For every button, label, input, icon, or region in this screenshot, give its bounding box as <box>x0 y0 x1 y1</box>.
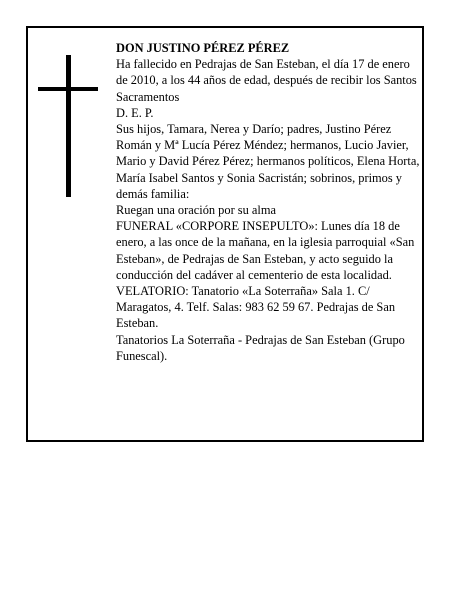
latin-cross-icon <box>38 55 98 197</box>
funeral-details: FUNERAL «CORPORE INSEPULTO»: Lunes día 18 de enero, a las once de la mañana, en la iglesia parroquial «San Esteban», de Pedrajas de San Esteban, y acto seguido la conducción del cadáver al cementerio de esta localidad. <box>116 219 415 282</box>
funeral-home-info: Tanatorios La Soterraña - Pedrajas de San Esteban (Grupo Funescal). <box>116 332 405 363</box>
cross-vertical-bar <box>66 55 71 197</box>
death-announcement: Ha fallecido en Pedrajas de San Esteban, el día 17 de enero de 2010, a los 44 años de edad, después de recibir los Santos Sacramentos <box>116 57 417 104</box>
rip-text: D. E. P. <box>116 105 154 120</box>
notice-content <box>116 40 422 364</box>
family-list: Sus hijos, Tamara, Nerea y Darío; padres, Justino Pérez Román y Mª Lucía Pérez Méndez; hermanos, Lucio Javier, Mario y David Pérez Pérez; hermanos políticos, Elena Horta, María Isabel Santos y Sonia Sacristán; sobrinos, primos y demás familia: <box>116 122 420 201</box>
cross-horizontal-bar <box>38 87 98 91</box>
wake-details: VELATORIO: Tanatorio «La Soterraña» Sala 1. C/ Maragatos, 4. Telf. Salas: 983 62 59 67. Pedrajas de San Esteban. <box>116 284 396 331</box>
deceased-name: DON JUSTINO PÉREZ PÉREZ <box>116 41 290 55</box>
prayer-request: Ruegan una oración por su alma <box>116 203 276 218</box>
obituary-notice <box>26 26 424 442</box>
